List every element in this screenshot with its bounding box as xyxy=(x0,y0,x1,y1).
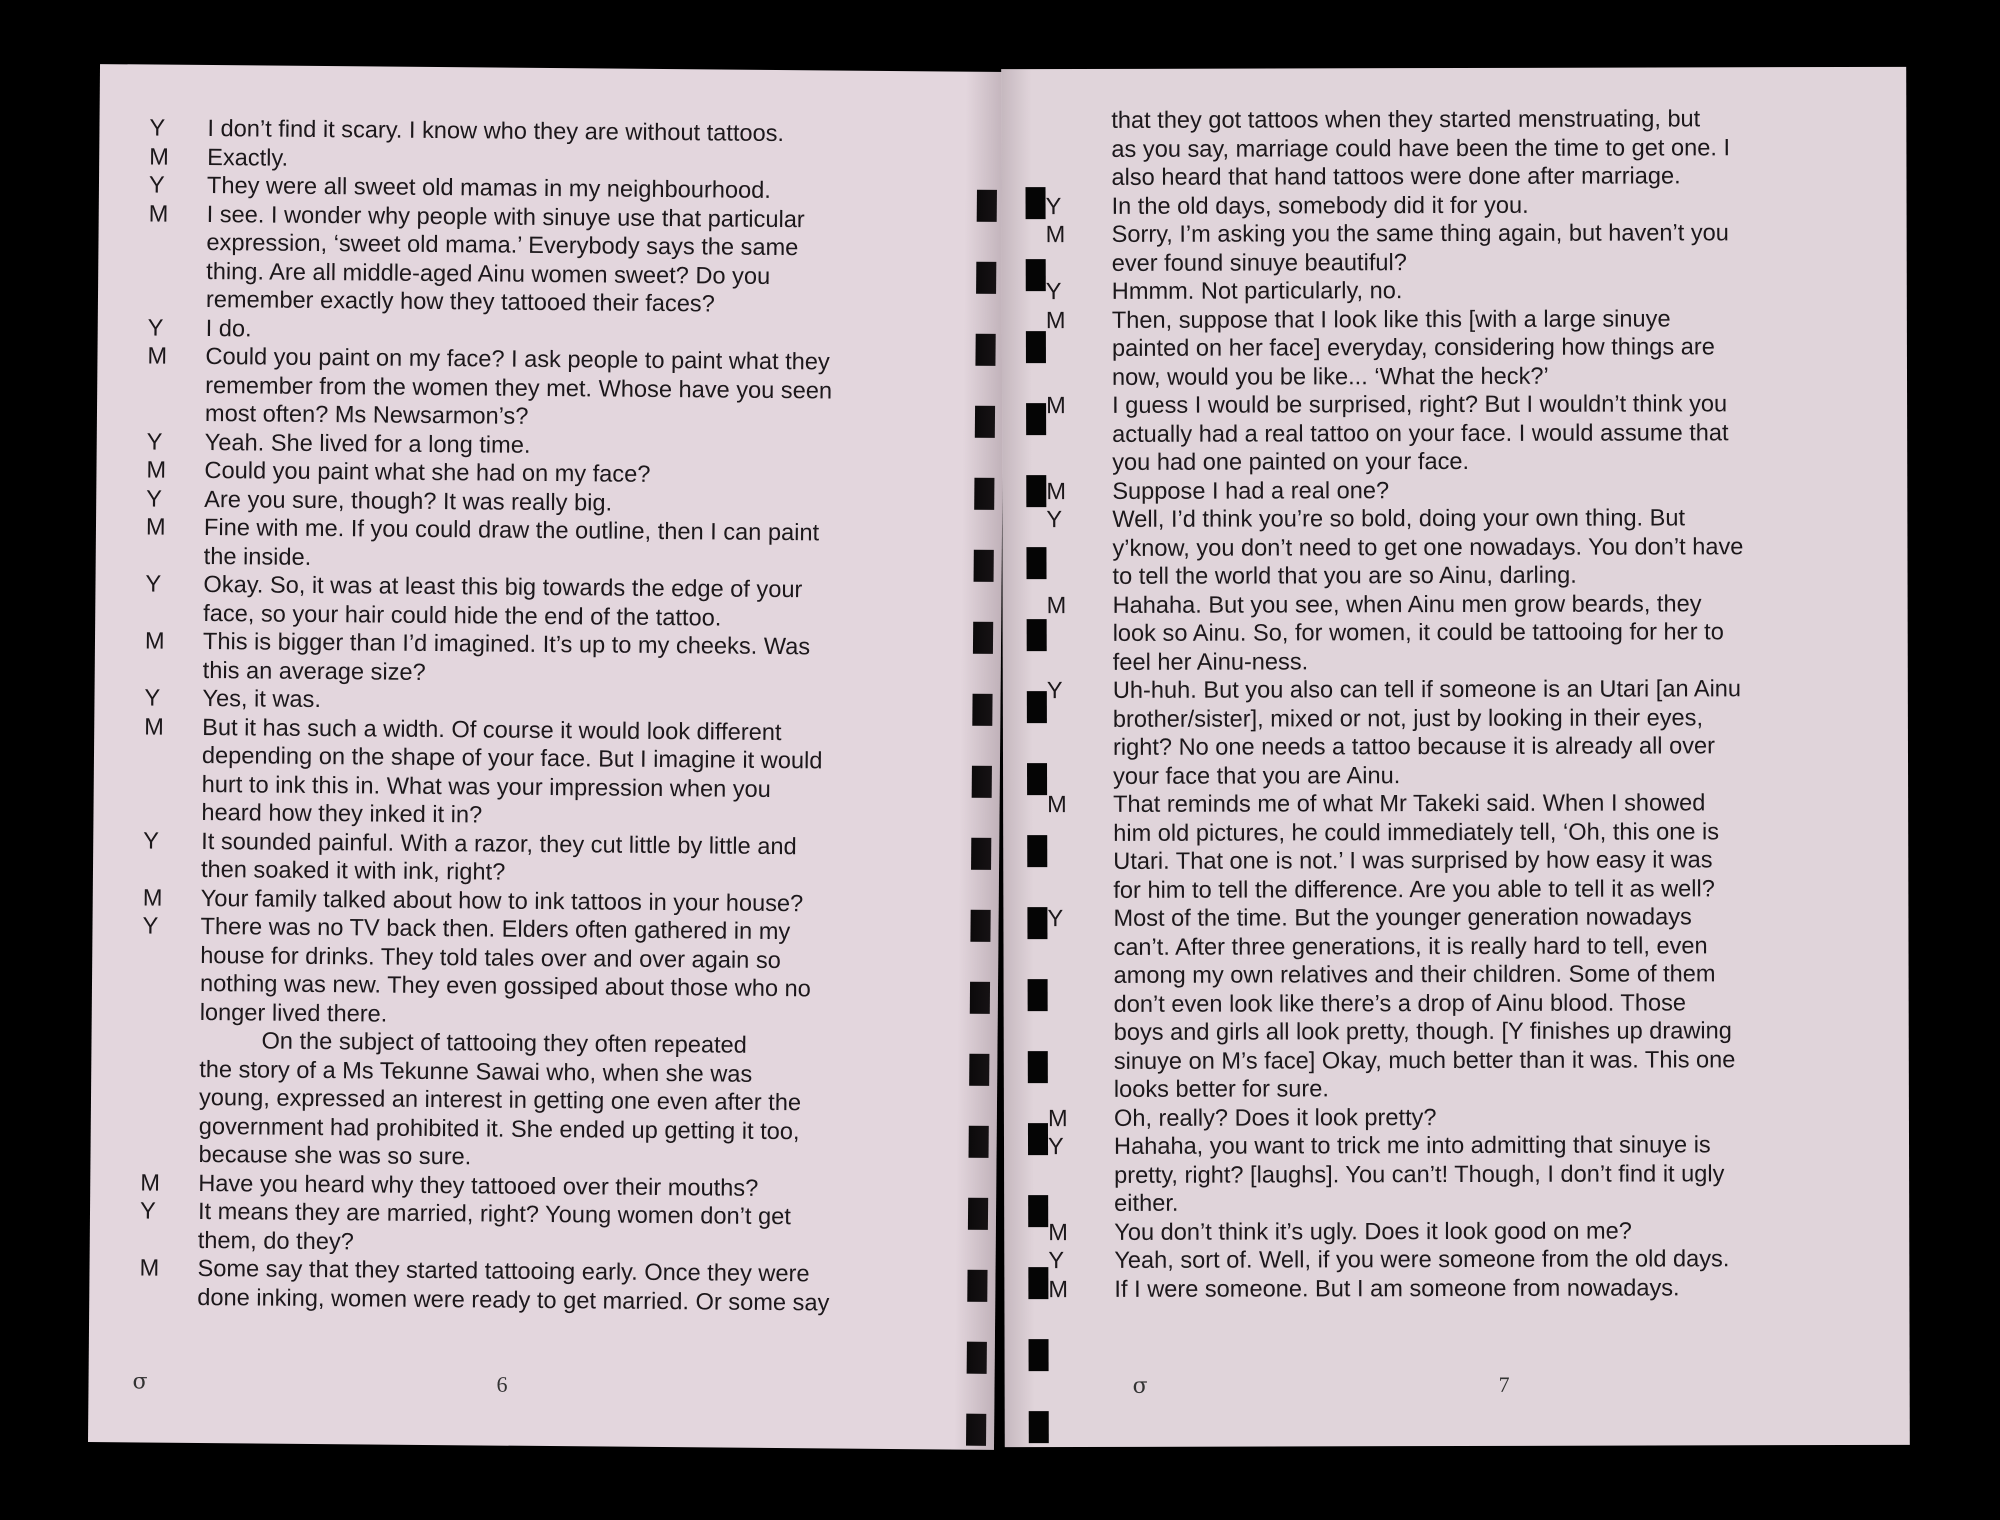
speaker-label: M xyxy=(1045,307,1066,334)
speaker-label xyxy=(142,941,200,970)
dialogue-line xyxy=(1113,760,1893,791)
line-text: brother/sister], mixed or not, just by looking in their eyes, xyxy=(1112,704,1704,733)
dialogue-line xyxy=(1048,1273,1894,1304)
speaker-label xyxy=(1031,135,1111,164)
line-text: now, would you be like... ‘What the heck?’ xyxy=(1111,363,1549,391)
line-text: This is bigger than I’d imagined. It’s up to my cheeks. Was xyxy=(202,628,811,661)
line-text: Your family talked about how to ink tattoos in your house? xyxy=(200,885,804,917)
line-text: can’t. After three generations, it is really hard to tell, even xyxy=(1113,932,1708,961)
line-text: Yes, it was. xyxy=(202,685,322,714)
line-text: Exactly. xyxy=(207,144,289,172)
line-text: nothing was new. They even gossiped about those who no xyxy=(199,970,811,1003)
dialogue-line xyxy=(1046,475,1892,506)
speaker-label xyxy=(140,1226,198,1255)
line-text: That reminds me of what Mr Takeki said. When I showed xyxy=(1113,790,1706,818)
dialogue-line xyxy=(1113,931,1893,962)
dialogue-line xyxy=(1047,903,1893,934)
speaker-label xyxy=(144,741,202,770)
line-text: this an average size? xyxy=(202,657,426,686)
line-text: Hahaha. But you see, when Ainu men grow beards, they xyxy=(1112,590,1702,619)
dialogue-line xyxy=(1048,1216,1894,1247)
line-text: y’know, you don’t need to get one nowadays. You don’t have xyxy=(1112,533,1744,562)
dialogue-line xyxy=(1112,532,1892,563)
speaker-label xyxy=(142,969,200,998)
line-text: heard how they inked it in? xyxy=(201,799,483,829)
line-text: that they got tattoos when they started menstruating, but xyxy=(1111,106,1701,134)
speaker-label: Y xyxy=(1045,193,1062,220)
line-text: remember exactly how they tattooed their faces? xyxy=(205,287,715,318)
speaker-label: M xyxy=(1046,478,1066,505)
speaker-label: Y xyxy=(139,1198,156,1225)
speaker-label: M xyxy=(139,1255,160,1282)
speaker-label: M xyxy=(145,514,166,541)
page-number-right: 7 xyxy=(1498,1371,1510,1397)
line-text: the inside. xyxy=(203,543,312,571)
line-text: Could you paint on my face? I ask people to paint what they xyxy=(205,344,830,376)
speaker-label: Y xyxy=(148,172,165,199)
line-text: Oh, really? Does it look pretty? xyxy=(1113,1104,1437,1132)
line-text: It means they are married, right? Young women don’t get xyxy=(197,1198,791,1231)
dialogue-line xyxy=(1113,817,1893,848)
line-text: feel her Ainu-ness. xyxy=(1112,648,1309,676)
line-text: boys and girls all look pretty, though. [Y finishes up drawing xyxy=(1113,1018,1732,1046)
line-text: remember from the women they met. Whose have you seen xyxy=(205,372,833,404)
speaker-label: M xyxy=(149,144,169,171)
line-text: pretty, right? [laughs]. You can’t! Though, I don’t find it ugly xyxy=(1114,1160,1725,1189)
line-text: They were all sweet old mamas in my neighbourhood. xyxy=(206,173,771,204)
speaker-label: Y xyxy=(1046,678,1063,705)
line-text: face, so your hair could hide the end of the tattoo. xyxy=(203,600,722,632)
speaker-label xyxy=(141,1055,199,1084)
speaker-label: Y xyxy=(149,115,166,142)
speaker-label: Y xyxy=(1046,507,1063,534)
line-text: as you say, marriage could have been the time to get one. I xyxy=(1111,134,1731,163)
dialogue-line xyxy=(1112,447,1892,478)
speaker-label: Y xyxy=(142,913,159,940)
dialogue-line xyxy=(1045,276,1892,307)
speaker-label: Y xyxy=(1047,906,1064,933)
line-text: Some say that they started tattooing early. Once they were xyxy=(197,1255,810,1288)
speaker-label xyxy=(1031,107,1111,136)
right-page xyxy=(1001,67,1910,1447)
speaker-label xyxy=(140,1140,198,1169)
dialogue-line xyxy=(1046,675,1893,706)
line-text: don’t even look like there’s a drop of Ainu blood. Those xyxy=(1113,989,1687,1018)
left-page-text xyxy=(139,115,989,1319)
binding-holes-left xyxy=(965,190,999,1450)
line-text: done inking, women were ready to get married. Or some say xyxy=(197,1284,830,1316)
dialogue-line xyxy=(1114,988,1894,1019)
speaker-label xyxy=(148,229,206,258)
dialogue-line xyxy=(1045,219,1892,250)
dialogue-line xyxy=(1046,589,1893,620)
left-page xyxy=(88,64,1006,1450)
speaker-label: M xyxy=(1048,1276,1069,1303)
line-text: Yeah, sort of. Well, if you were someone from the old days. xyxy=(1114,1246,1730,1274)
dialogue-line xyxy=(1114,1074,1894,1105)
dialogue-line xyxy=(1113,646,1893,677)
speaker-label: Y xyxy=(146,485,163,513)
speaker-label xyxy=(147,371,205,400)
line-text: look so Ainu. So, for women, it could be tattooing for her to xyxy=(1112,619,1724,647)
line-text: Utari. That one is not.’ I was surprised by how easy it was xyxy=(1113,847,1713,875)
dialogue-line xyxy=(1113,618,1893,649)
speaker-label: M xyxy=(1045,222,1066,249)
dialogue-line xyxy=(1112,247,1892,278)
dialogue-line xyxy=(1047,1131,1894,1162)
dialogue-line xyxy=(1046,504,1892,535)
line-text: you had one painted on your face. xyxy=(1112,448,1470,476)
line-text: thing. Are all middle-aged Ainu women sweet? Do you xyxy=(206,258,771,290)
line-text: In the old days, somebody did it for you. xyxy=(1111,192,1529,220)
line-text: Most of the time. But the younger generation nowadays xyxy=(1113,904,1692,932)
speaker-label: Y xyxy=(144,685,161,712)
line-text: house for drinks. They told tales over and over again so xyxy=(200,942,781,974)
speaker-label: M xyxy=(147,343,168,370)
line-text: sinuye on M’s face] Okay, much better than it was. This one xyxy=(1113,1046,1736,1075)
dialogue-line xyxy=(1046,390,1892,421)
dialogue-line xyxy=(1045,304,1892,335)
line-text: for him to tell the difference. Are you able to tell it as well? xyxy=(1113,875,1715,904)
line-text: I do. xyxy=(205,315,252,342)
line-text: expression, ‘sweet old mama.’ Everybody says the same xyxy=(206,230,799,262)
line-text: There was no TV back then. Elders often gathered in my xyxy=(200,913,791,946)
line-text: Are you sure, though? It was really big. xyxy=(204,486,613,517)
line-text: government had prohibited it. She ended up getting it too, xyxy=(198,1113,800,1145)
line-text: Okay. So, it was at least this big towards the edge of your xyxy=(203,571,803,604)
line-text: But it has such a width. Of course it would look different xyxy=(202,714,782,746)
speaker-label: Y xyxy=(1047,1134,1064,1161)
speaker-label xyxy=(143,798,201,827)
dialogue-line xyxy=(1112,361,1892,392)
dialogue-line xyxy=(1114,1188,1894,1219)
dialogue-line xyxy=(1113,846,1893,877)
line-text: hurt to ink this in. What was your impression when you xyxy=(201,771,771,803)
line-text: I guess I would be surprised, right? But I wouldn’t think you xyxy=(1112,391,1728,419)
speaker-label: M xyxy=(142,884,163,912)
dialogue-line xyxy=(1047,789,1893,820)
line-text: ever found sinuye beautiful? xyxy=(1111,249,1407,277)
speaker-label: M xyxy=(1048,1219,1068,1246)
right-page-text xyxy=(1045,105,1894,1304)
dialogue-line xyxy=(1112,561,1892,592)
speaker-label xyxy=(147,399,205,428)
speaker-label xyxy=(148,257,206,286)
speaker-label: Y xyxy=(145,571,162,598)
line-text: among my own relatives and their children. Some of them xyxy=(1113,961,1716,989)
speaker-label: Y xyxy=(1045,279,1062,306)
line-text: actually had a real tattoo on your face. I would assume that xyxy=(1112,419,1729,448)
speaker-label: M xyxy=(1047,1105,1068,1132)
line-text: Could you paint what she had on my face? xyxy=(204,458,651,488)
dialogue-line xyxy=(1114,1017,1894,1048)
speaker-label xyxy=(141,1083,199,1112)
dialogue-line xyxy=(1111,162,1891,193)
dialogue-line xyxy=(1112,333,1892,364)
speaker-label: M xyxy=(144,713,165,741)
line-text: the story of a Ms Tekunne Sawai who, when she was xyxy=(199,1056,753,1088)
dialogue-line xyxy=(1113,703,1893,734)
line-text: Have you heard why they tattooed over their mouths? xyxy=(198,1170,759,1202)
speaker-label: Y xyxy=(1048,1248,1065,1275)
speaker-label: M xyxy=(1046,393,1066,420)
dialogue-line xyxy=(1045,190,1892,221)
line-text: young, expressed an interest in getting one even after the xyxy=(198,1084,802,1117)
line-text: On the subject of tattooing they often repeated xyxy=(261,1028,747,1059)
line-text: him old pictures, he could immediately tell, ‘Oh, this one is xyxy=(1113,818,1720,847)
page-symbol-right: σ xyxy=(1132,1373,1148,1399)
page-symbol-left: σ xyxy=(132,1369,148,1395)
line-text: If I were someone. But I am someone from nowadays. xyxy=(1114,1274,1680,1303)
line-text: to tell the world that you are so Ainu, darling. xyxy=(1112,562,1577,590)
line-text: I see. I wonder why people with sinuye use that particular xyxy=(206,201,805,233)
speaker-label xyxy=(141,1026,199,1055)
line-text: Uh-huh. But you also can tell if someone is an Utari [an Ainu xyxy=(1112,676,1742,704)
line-text: looks better for sure. xyxy=(1113,1076,1329,1103)
dialogue-line xyxy=(1113,732,1893,763)
binding-holes-right xyxy=(1026,187,1052,1447)
line-text: your face that you are Ainu. xyxy=(1113,762,1401,790)
line-text: because she was so sure. xyxy=(198,1141,472,1171)
dialogue-line xyxy=(1047,1102,1894,1133)
line-text: longer lived there. xyxy=(199,999,388,1028)
dialogue-line xyxy=(1114,1045,1894,1076)
line-text: Yeah. She lived for a long time. xyxy=(204,429,531,459)
line-text: Hahaha, you want to trick me into admitting that sinuye is xyxy=(1113,1132,1711,1160)
dialogue-line xyxy=(1114,960,1894,991)
line-text: either. xyxy=(1114,1190,1179,1217)
speaker-label xyxy=(142,998,200,1027)
speaker-label: M xyxy=(140,1169,161,1197)
line-text: then soaked it with ink, right? xyxy=(200,856,506,886)
line-text: them, do they? xyxy=(197,1227,354,1255)
dialogue-line xyxy=(1111,105,1891,136)
speaker-label xyxy=(144,770,202,799)
page-number-left: 6 xyxy=(496,1371,508,1397)
dialogue-line xyxy=(1048,1245,1894,1276)
speaker-label: M xyxy=(144,628,165,655)
speaker-label xyxy=(141,1112,199,1141)
speaker-label: Y xyxy=(143,827,160,855)
line-text: Sorry, I’m asking you the same thing again, but haven’t you xyxy=(1111,220,1729,248)
line-text: Suppose I had a real one? xyxy=(1112,477,1390,505)
speaker-label: M xyxy=(146,457,167,484)
speaker-label xyxy=(145,599,203,628)
line-text: Hmmm. Not particularly, no. xyxy=(1111,278,1403,305)
dialogue-line xyxy=(1113,874,1893,905)
speaker-label xyxy=(146,542,204,571)
line-text: You don’t think it’s ugly. Does it look good on me? xyxy=(1114,1218,1632,1246)
speaker-label xyxy=(148,286,206,315)
line-text: depending on the shape of your face. But I imagine it would xyxy=(201,742,823,775)
dialogue-line xyxy=(1111,133,1891,164)
dialogue-line xyxy=(1114,1159,1894,1190)
speaker-label: M xyxy=(1046,592,1067,619)
speaker-label: Y xyxy=(147,314,164,342)
dialogue-line xyxy=(139,1283,979,1319)
speaker-label: M xyxy=(148,201,169,228)
speaker-label: Y xyxy=(146,428,163,456)
line-text: Well, I’d think you’re so bold, doing your own thing. But xyxy=(1112,505,1686,533)
speaker-label: M xyxy=(1047,792,1067,819)
dialogue-line xyxy=(1112,418,1892,449)
line-text: painted on her face] everyday, considering how things are xyxy=(1111,334,1715,362)
line-text: right? No one needs a tattoo because it is already all over xyxy=(1112,733,1716,761)
speaker-label xyxy=(143,855,201,884)
speaker-label xyxy=(145,656,203,685)
line-text: I don’t find it scary. I know who they are without tattoos. xyxy=(207,116,785,148)
line-text: It sounded painful. With a razor, they cut little by little and xyxy=(201,828,797,860)
line-text: most often? Ms Newsarmon’s? xyxy=(204,401,529,430)
line-text: also heard that hand tattoos were done after marriage. xyxy=(1111,163,1681,191)
line-text: Fine with me. If you could draw the outline, then I can paint xyxy=(203,514,820,547)
speaker-label xyxy=(139,1283,197,1312)
line-text: Then, suppose that I look like this [with a large sinuye xyxy=(1111,305,1671,334)
